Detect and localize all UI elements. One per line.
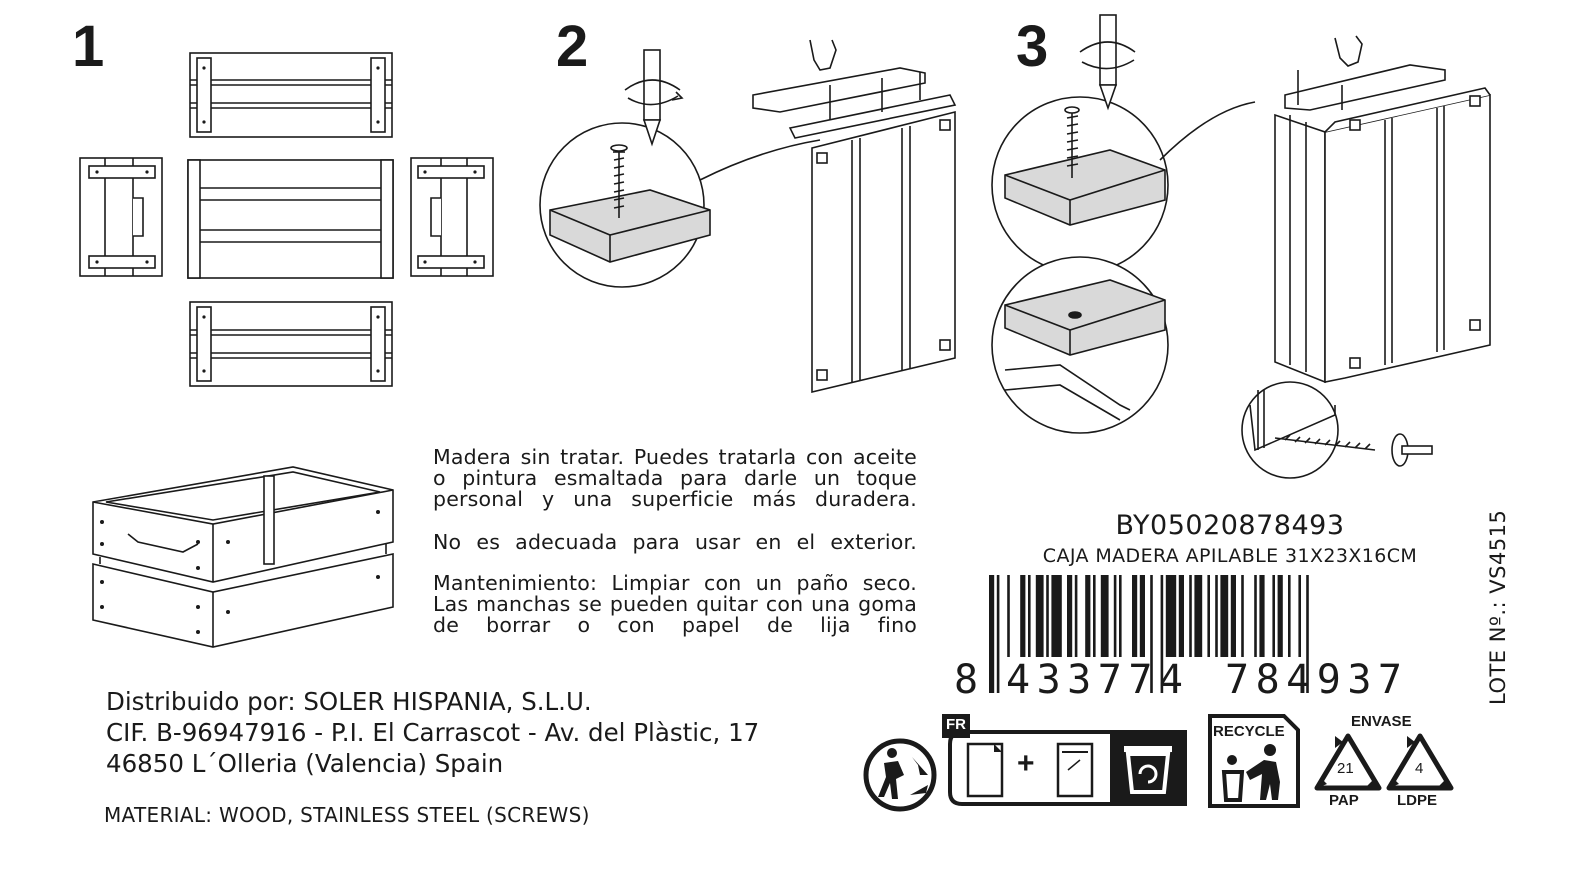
ldpe-number: 4 [1415, 760, 1424, 777]
triman-icon [862, 735, 942, 815]
product-code: BY05020878493 [1115, 510, 1345, 541]
product-name: CAJA MADERA APILABLE 31X23X16CM [1042, 545, 1418, 567]
barcode-bar [1220, 575, 1228, 657]
material-info: MATERIAL: WOOD, STAINLESS STEEL (SCREWS) [104, 803, 590, 827]
barcode-bar [1259, 575, 1264, 657]
lot-number: LOTE Nº.: VS4515 [1486, 509, 1510, 705]
barcode-bar [1207, 575, 1210, 657]
step-number-3: 3 [1016, 14, 1049, 79]
barcode-bar [1007, 575, 1010, 657]
barcode-bar [1051, 575, 1061, 657]
barcode-bar [1093, 575, 1096, 657]
country-badge: FR [946, 716, 966, 733]
description-outdoor-warning: No es adecuada para usar en el exterior. [433, 530, 917, 554]
barcode-bar [1114, 575, 1117, 657]
barcode-bar [1085, 575, 1090, 657]
barcode-bar [997, 575, 1000, 693]
barcode-bar [1189, 575, 1192, 657]
barcode-bar [1132, 575, 1137, 657]
barcode-bar [1140, 575, 1145, 657]
barcode-bar [1278, 575, 1283, 657]
plus-sign: + [1017, 747, 1035, 780]
info-tri-icon [940, 712, 1192, 812]
barcode-bar [1231, 575, 1236, 657]
distributor-line-1: Distribuido por: SOLER HISPANIA, S.L.U. [106, 687, 592, 716]
step-number-2: 2 [556, 14, 589, 79]
step-2-illustration [530, 40, 970, 390]
pap-label: PAP [1329, 792, 1359, 809]
distributor-line-2: CIF. B-96947916 - P.I. El Carrascot - Av. del Plàstic, 17 [106, 718, 760, 747]
barcode-bar [989, 575, 994, 693]
barcode-bar [1020, 575, 1025, 657]
barcode-bar [1036, 575, 1044, 657]
barcode-bar [1272, 575, 1275, 657]
envase-label: ENVASE [1351, 713, 1412, 730]
barcode-bar [1194, 575, 1202, 657]
barcode-bar [1075, 575, 1078, 657]
step-1-illustration [75, 50, 495, 390]
barcode-bar [1046, 575, 1049, 657]
ldpe-label: LDPE [1397, 792, 1438, 809]
barcode-bar [1119, 575, 1122, 657]
barcode-first-digit: 8 [954, 657, 979, 703]
barcode-bar [1288, 575, 1291, 657]
barcode-bar [1254, 575, 1257, 657]
barcode-bar [1215, 575, 1218, 657]
barcode-bar [1179, 575, 1184, 657]
barcode-bar [1241, 575, 1244, 657]
recycle-label: RECYCLE [1213, 723, 1285, 740]
pap-number: 21 [1337, 760, 1354, 777]
step-3-illustration [990, 10, 1530, 480]
barcode-right-group: 784937 [1225, 657, 1409, 703]
distributor-line-3: 46850 L´Olleria (Valencia) Spain [106, 749, 504, 778]
description-treatment: Madera sin tratar. Puedes tratarla con aceite o pintura esmaltada para darle un toque personal y una superficie más duradera. [433, 445, 917, 511]
barcode-bar [1101, 575, 1109, 657]
assembled-crate-illustration [88, 462, 408, 662]
description-maintenance: Mantenimiento: Limpiar con un paño seco. Las manchas se pueden quitar con una goma de borrar o con papel de lija fino [433, 571, 917, 637]
barcode-left-group: 433774 [1006, 657, 1190, 703]
step-number-1: 1 [72, 14, 105, 79]
barcode-bar [1166, 575, 1176, 657]
barcode-bar [1028, 575, 1031, 657]
barcode-bar [1298, 575, 1301, 657]
barcode-bar [1067, 575, 1072, 657]
